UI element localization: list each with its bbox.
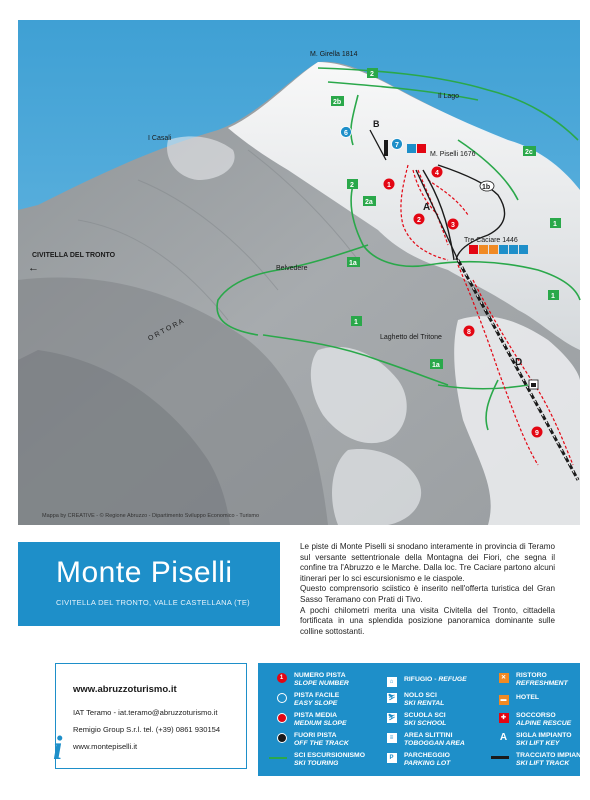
direction-label: CIVITELLA DEL TRONTO	[32, 252, 116, 259]
slope-badge-4	[432, 167, 443, 178]
legend	[258, 663, 590, 776]
remigio-contact: Remigio Group S.r.l. tel. (+39) 0861 930154	[73, 725, 221, 734]
iat-contact[interactable]: IAT Teramo - iat.teramo@abruzzoturismo.it	[73, 708, 218, 717]
medium-slope-icon	[277, 713, 287, 723]
svg-text:2: 2	[370, 71, 374, 78]
ski-rental-icon: ⛷	[387, 693, 397, 703]
peak-label-girella: M. Girella 1814	[310, 51, 358, 58]
slope-badge-2	[414, 214, 425, 225]
legend-item-lift-track: TRACCIATO IMPIANTO SKI LIFT TRACK	[490, 752, 590, 768]
lift-station-icon	[529, 380, 538, 389]
website-link[interactable]: www.abruzzoturismo.it	[73, 684, 177, 695]
touring-tag	[550, 218, 561, 228]
easy-slope-icon	[277, 693, 287, 703]
svg-text:1: 1	[551, 293, 555, 300]
legend-item-refuge: ⌂ RIFUGIO - REFUGE	[386, 676, 467, 687]
svg-text:1: 1	[354, 319, 358, 326]
description-paragraph: Questo comprensorio sciistico è inserito nell'offerta turistica del Gran Sasso Teramano con Prati di Tivo.	[300, 584, 555, 604]
touring-tag	[351, 316, 362, 326]
touring-tag	[363, 196, 376, 206]
slope-badge-6	[341, 127, 352, 138]
svg-text:2: 2	[350, 182, 354, 189]
touring-tag	[367, 68, 378, 78]
parking-icon: P	[387, 753, 397, 763]
svg-text:1a: 1a	[349, 260, 357, 267]
description-paragraph: Le piste di Monte Piselli si snodano interamente in provincia di Teramo sul versante settentrionale della Montagna dei Fiori, che segna il confine tra l'Abruzzo e le Marche. Dalla loc. Tre Caciare partono alcuni itinerari per lo sci escursionismo e le ciaspole.	[300, 542, 555, 583]
legend-item-easy-slope: PISTA FACILE EASY SLOPE	[276, 692, 339, 708]
slope-badge-7	[392, 139, 403, 150]
lift-key-a: A	[423, 202, 431, 213]
label-laghetto: Laghetto del Tritone	[380, 334, 442, 341]
svg-text:8: 8	[467, 329, 471, 336]
rescue-cross-icon: ✚	[499, 713, 509, 723]
svg-text:2c: 2c	[525, 149, 533, 156]
legend-item-rescue: ✚ SOCCORSO ALPINE RESCUE	[498, 712, 571, 728]
slope-number-icon: 1	[277, 673, 287, 683]
svg-text:2: 2	[417, 217, 421, 224]
legend-item-ski-rental: ⛷ NOLO SCI SKI RENTAL	[387, 692, 445, 707]
legend-item-slope-number: 1 NUMERO PISTA SLOPE NUMBER	[276, 672, 349, 688]
legend-item-refreshment: ✕ RISTORO REFRESHMENT	[498, 672, 568, 688]
info-icon: i	[53, 730, 63, 767]
label-tre-caciare: Tre Caciare 1446	[464, 237, 518, 244]
svg-text:1a: 1a	[432, 362, 440, 369]
legend-item-ski-touring: SCI ESCURSIONISMO SKI TOURING	[268, 752, 365, 768]
ski-map	[18, 20, 580, 525]
legend-item-ski-school: ⛷ SCUOLA SCI SKI SCHOOL	[387, 712, 447, 727]
slope-badge-3	[448, 219, 459, 230]
svg-text:6: 6	[344, 130, 348, 137]
touring-tag	[430, 359, 443, 369]
slope-badge-8	[464, 326, 475, 337]
legend-item-toboggan: ≡ AREA SLITTINI TOBOGGAN AREA	[386, 732, 465, 748]
contact-box	[55, 663, 247, 769]
slope-badge-1	[384, 179, 395, 190]
svg-text:1: 1	[387, 182, 391, 189]
refreshment-icon: ✕	[499, 673, 509, 683]
lift-track-line-icon	[491, 756, 509, 759]
label-il-lago: Il Lago	[438, 93, 460, 100]
ski-touring-line-icon	[269, 757, 287, 759]
page-subtitle: CIVITELLA DEL TRONTO, VALLE CASTELLANA (TE)	[56, 598, 250, 607]
lift-key-icon: A	[499, 732, 508, 743]
svg-text:3: 3	[451, 222, 455, 229]
refuge-icon: ⌂	[387, 677, 397, 687]
svg-text:1b: 1b	[482, 184, 491, 191]
legend-item-off-track: FUORI PISTA OFF THE TRACK	[276, 732, 349, 748]
page-title: Monte Piselli	[56, 556, 233, 589]
ski-school-icon: ⛷	[387, 713, 397, 723]
legend-item-lift-key: A SIGLA IMPIANTO SKI LIFT KEY	[499, 732, 572, 747]
svg-text:7: 7	[395, 142, 399, 149]
label-i-casali: I Casali	[148, 135, 172, 142]
lift-key-b: B	[373, 119, 380, 129]
touring-tag-1b	[480, 181, 494, 191]
legend-item-parking: P PARCHEGGIO PARKING LOT	[386, 752, 450, 768]
label-ortora: O R T O R A	[147, 318, 185, 343]
touring-tag	[347, 257, 360, 267]
label-belvedere: Belvedere	[276, 265, 308, 272]
touring-tag	[523, 146, 536, 156]
off-track-icon	[277, 733, 287, 743]
peak-label-piselli: M. Piselli 1676	[430, 151, 476, 158]
svg-text:1: 1	[553, 221, 557, 228]
svg-text:4: 4	[435, 170, 439, 177]
touring-tag	[548, 290, 559, 300]
legend-item-hotel: ▬ HOTEL	[500, 694, 540, 703]
description-paragraph: A pochi chilometri merita una visita Civitella del Tronto, cittadella fortificata in una splendida posizione panoramica dominante sulle colline sottostanti.	[300, 605, 555, 636]
description	[300, 542, 555, 637]
piselli-website-link[interactable]: www.montepiselli.it	[73, 742, 138, 751]
touring-tag	[347, 179, 358, 189]
svg-text:9: 9	[535, 430, 539, 437]
svg-text:2b: 2b	[333, 99, 342, 106]
hotel-icon: ▬	[500, 696, 507, 703]
touring-tag	[331, 96, 344, 106]
lift-key-d: D	[515, 357, 523, 368]
left-arrow-icon: ←	[28, 262, 39, 274]
slope-badge-9	[532, 427, 543, 438]
map-credit: Mappa by CREATIVE - © Regione Abruzzo - Dipartimento Sviluppo Economico - Turismo	[42, 513, 260, 519]
legend-item-medium-slope: PISTA MEDIA MEDIUM SLOPE	[276, 712, 347, 728]
svg-text:2a: 2a	[365, 199, 373, 206]
title-banner	[18, 542, 280, 626]
toboggan-icon: ≡	[387, 733, 397, 743]
